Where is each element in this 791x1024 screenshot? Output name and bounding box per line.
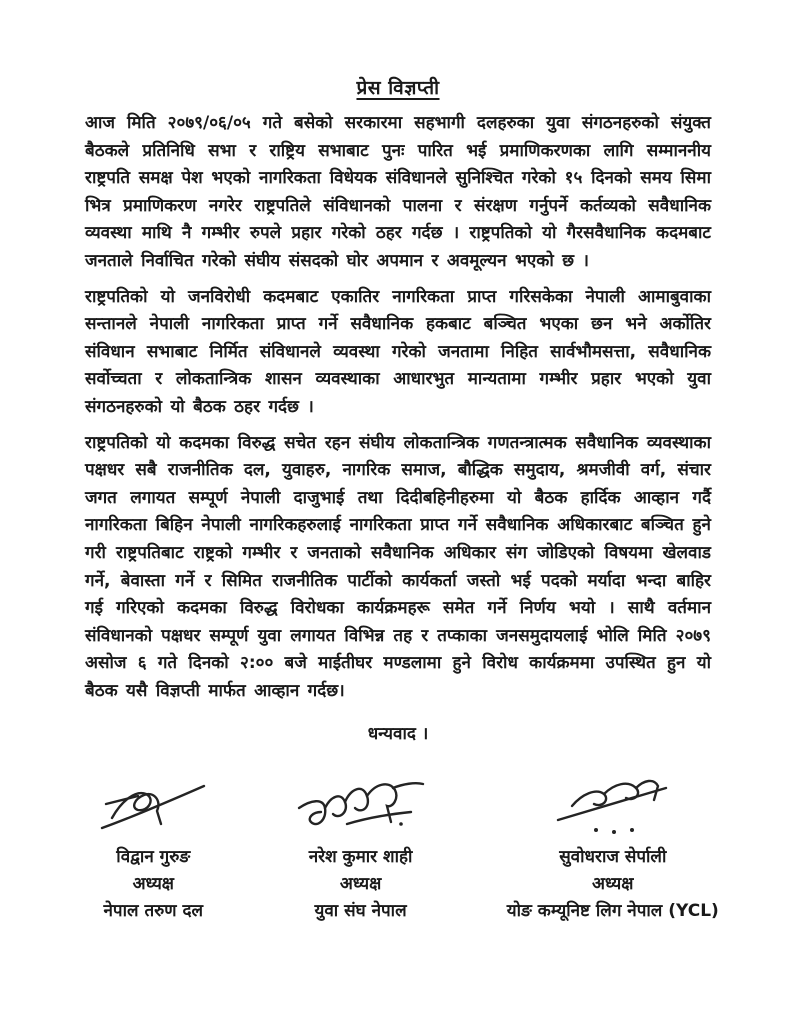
signature-section	[60, 778, 751, 925]
body-paragraph-3: राष्ट्रपतिको यो कदमका विरुद्ध सचेत रहन संघीय लोकतान्त्रिक गणतन्त्रात्मक सवैधानिक व्यवस्थाका पक्षधर सबै राजनीतिक दल, युवाहरु, नागरिक समाज, बौद्धिक समुदाय, श्रमजीवी वर्ग, संचार जगत लगायत सम्पूर्ण नेपाली दाजुभाई तथा दिदीबहिनीहरुमा यो बैठक हार्दिक आव्हान गर्दै नागरिकता बिहिन नेपाली नागरिकहरुलाई नागरिकता प्राप्त गर्ने सवैधानिक अधिकारबाट बञ्चित हुने गरी राष्ट्रपतिबाट राष्ट्रको गम्भीर र जनताको सवैधानिक अधिकार संग जोडिएको विषयमा खेलवाड गर्ने, बेवास्ता गर्ने र सिमित राजनीतिक पार्टीको कार्यकर्ता जस्तो भई पदको मर्यादा भन्दा बाहिर गई गरिएको कदमका विरुद्ध विरोधका कार्यक्रमहरू समेत गर्ने निर्णय भयो । साथै वर्तमान संविधानको पक्षधर सम्पूर्ण युवा लगायत विभिन्न तह र तप्काका जनसमुदायलाई भोलि मिति २०७९ असोज ६ गते दिनको २:०० बजे माईतीघर मण्डलामा हुने विरोध कार्यक्रममा उपस्थित हुन यो बैठक यसै विज्ञप्ती मार्फत आव्हान गर्दछ।	[85, 432, 711, 701]
page-title-text: प्रेस विज्ञप्ती	[356, 77, 440, 99]
signatory-title: अध्यक्ष	[132, 874, 174, 894]
signatory-block-3	[475, 778, 751, 925]
signatory-organization: नेपाल तरुण दल	[103, 901, 204, 921]
page-title	[85, 74, 711, 100]
signatory-title: अध्यक्ष	[339, 874, 382, 894]
signatory-block-2	[247, 778, 475, 925]
signatory-organization: युवा संघ नेपाल	[314, 901, 407, 921]
signatory-organization: योङ कम्यूनिष्ट लिग नेपाल (YCL)	[506, 901, 719, 921]
signature-icon-1	[98, 778, 208, 840]
body-paragraph-2: राष्ट्रपतिको यो जनविरोधी कदमबाट एकातिर नागरिकता प्राप्त गरिसकेका नेपाली आमाबुवाका सन्तानले नेपाली नागरिकता प्राप्त गर्ने सवैधानिक हकबाट बञ्चित भएका छन भने अर्कोतिर संविधान सभाबाट निर्मित संविधानले व्यवस्था गरेको जनतामा निहित सार्वभौमसत्ता, सवैधानिक सर्वोच्चता र लोकतान्त्रिक शासन व्यवस्थाका आधारभुत मान्यतामा गम्भीर प्रहार भएको युवा संगठनहरुको यो बैठक ठहर गर्दछ ।	[85, 286, 711, 417]
closing-thanks: धन्यवाद ।	[367, 724, 429, 745]
signature-icon-3	[548, 778, 678, 840]
signatory-title: अध्यक्ष	[592, 874, 634, 894]
signatory-name: सुवोधराज सेर्पाली	[559, 847, 667, 867]
signature-icon-2	[291, 778, 431, 840]
signatory-block-1	[60, 778, 247, 925]
body-paragraph-1: आज मिति २०७९/०६/०५ गते बसेको सरकारमा सहभागी दलहरुका युवा संगठनहरुको संयुक्त बैठकले प्रतिनिधि सभा र राष्ट्रिय सभाबाट पुनः पारित भई प्रमाणिकरणका लागि सम्माननीय राष्ट्रपति समक्ष पेश भएको नागरिकता विधेयक संविधानले सुनिश्चित गरेको १५ दिनको समय सिमा भित्र प्रमाणिकरण नगरेर राष्ट्रपतिले संविधानको पालना र संरक्षण गर्नुपर्ने कर्तव्यको सवैधानिक व्यवस्था माथि नै गम्भीर रुपले प्रहार गरेको ठहर गर्दछ । राष्ट्रपतिको यो गैरसवैधानिक कदमबाट जनताले निर्वाचित गरेको संघीय संसदको घोर अपमान र अवमूल्यन भएको छ ।	[85, 113, 711, 271]
document-content	[85, 74, 711, 744]
signatory-name: नरेश कुमार शाही	[308, 847, 413, 867]
signatory-name: विद्वान गुरुङ	[116, 847, 191, 867]
